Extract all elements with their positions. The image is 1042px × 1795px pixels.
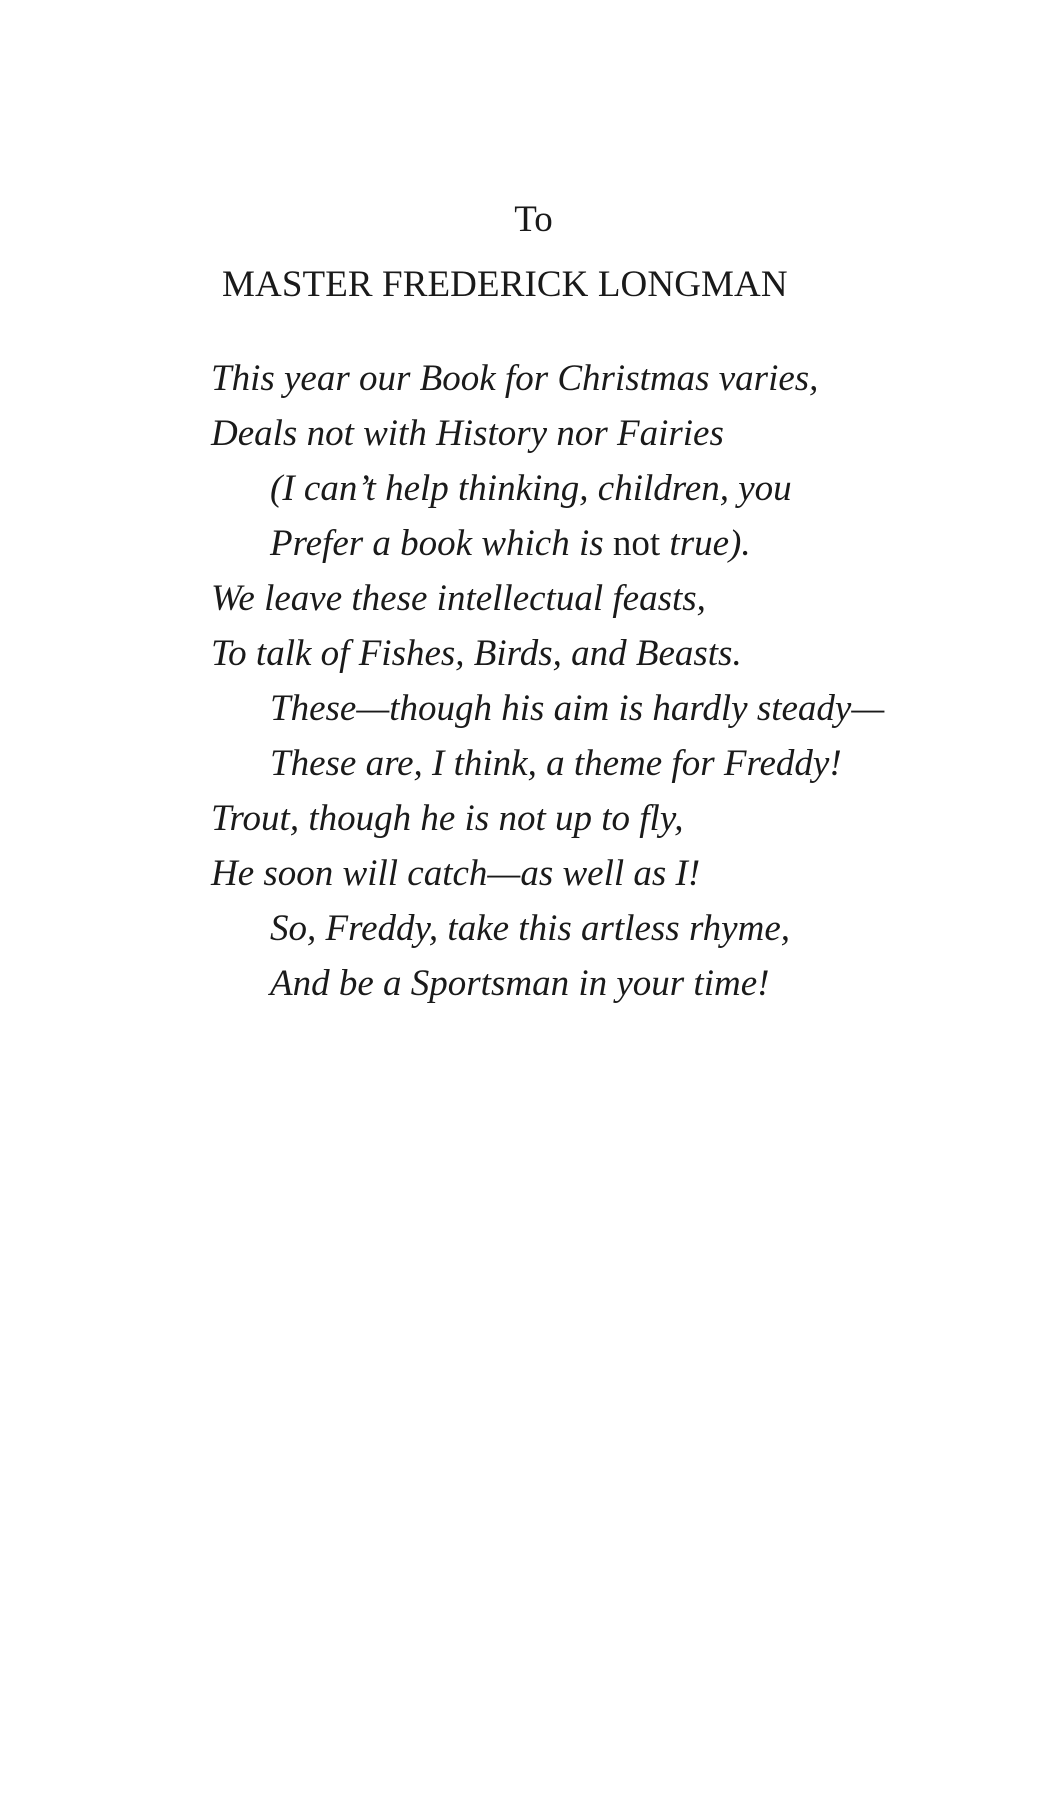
poem-line-segment: true). xyxy=(660,523,751,564)
poem-line xyxy=(211,516,884,571)
poem-line: To talk of Fishes, Birds, and Beasts. xyxy=(211,633,742,674)
poem-line: He soon will catch—as well as I! xyxy=(211,853,701,894)
poem-line: (I can’t help thinking, children, you xyxy=(270,468,792,509)
poem-line: We leave these intellectual feasts, xyxy=(211,578,706,619)
poem-line-segment: Prefer a book which is xyxy=(270,523,613,564)
poem-line-emphasis: not xyxy=(612,523,661,564)
dedication-recipient: MASTER FREDERICK LONGMAN xyxy=(222,264,788,305)
poem-line: These—though his aim is hardly steady— xyxy=(270,688,885,729)
dedication-poem xyxy=(211,351,884,1011)
poem-line: Deals not with History nor Fairies xyxy=(211,413,724,454)
poem-line: Trout, though he is not up to fly, xyxy=(211,798,684,839)
dedication-to: To xyxy=(514,199,553,240)
poem-line: This year our Book for Christmas varies, xyxy=(211,358,819,399)
poem-line: So, Freddy, take this artless rhyme, xyxy=(270,908,790,949)
poem-line: These are, I think, a theme for Freddy! xyxy=(270,743,842,784)
poem-line: And be a Sportsman in your time! xyxy=(270,963,770,1004)
